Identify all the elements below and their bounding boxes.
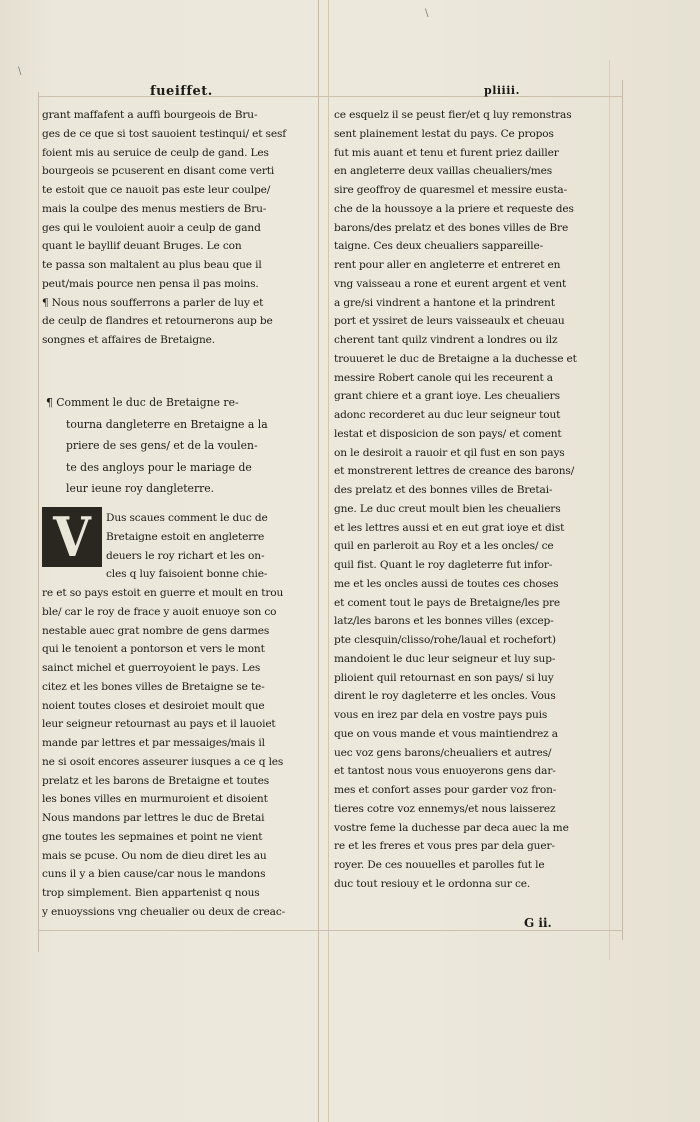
text-line: nestable auec grat nombre de gens darmes [42,624,270,637]
text-line: grant maffafent a auffi bourgeois de Bru- [42,109,258,121]
folio-number: pliiii. [484,84,520,97]
text-line: ges de ce que si tost sauoient testinqui/ et sesf [42,127,286,140]
heading-line: leur ieune roy dangleterre. [66,482,215,495]
text-line: quant le bayllif deuant Bruges. Le con [42,240,242,253]
text-line: mes et confort asses pour garder voz fron- [334,784,557,796]
text-line: vous en irez par dela en vostre pays puis [334,709,548,721]
text-line: Nous mandons par lettres le duc de Bretai [42,812,265,824]
gutter-rule-left [318,0,319,1122]
text-line: citez et les bones villes de Bretaigne se te- [42,680,265,693]
text-line: gne. Le duc creut moult bien les cheualiers [334,502,561,515]
text-line: trouueret le duc de Bretaigne a la duchesse et [334,352,577,365]
text-line: gne toutes les sepmaines et point ne vient [42,830,263,843]
text-line: ble/ car le roy de frace y auoit enuoye son co [42,605,277,618]
margin-mark: \ [18,66,22,77]
text-line: me et les oncles aussi de toutes ces choses [334,577,559,590]
text-line: latz/les barons et les bonnes villes (excep- [334,615,554,628]
text-line: vostre feme la duchesse par deca auec la me [334,821,569,834]
text-line: quil en parleroit au Roy et a les oncles/ ce [334,540,554,553]
text-line: Bretaigne estoit en angleterre [106,530,265,543]
text-line: taigne. Ces deux cheualiers sappareille- [334,240,544,253]
text-line: et tantost nous vous enuoyerons gens dar- [334,765,556,778]
text-line: les bones villes en murmuroient et disoient [42,793,268,806]
top-rule [38,96,623,97]
text-line: cles q luy faisoient bonne chie- [106,568,268,581]
text-line: et les lettres aussi et en eut grat ioye et dist [334,521,565,534]
text-line: fut mis auant et tenu et furent priez dailler [334,146,559,159]
text-line: sainct michel et guerroyoient le pays. Les [42,662,261,674]
initial-glyph: V [53,505,91,569]
text-line: des prelatz et des bonnes villes de Bretai- [334,484,553,496]
bottom-rule [38,930,623,931]
left-column-body [42,505,314,922]
text-line: che de la houssoye a la priere et requeste des [334,202,574,215]
text-line: te estoit que ce nauoit pas este leur coulpe/ [42,184,271,196]
text-line: trop simplement. Bien appartenist q nous [42,887,260,899]
chapter-heading [46,392,306,500]
text-line: vng vaisseau a rone et eurent argent et vent [334,277,567,290]
text-line: duc tout resiouy et le ordonna sur ce. [334,877,531,890]
text-line: peut/mais pource nen pensa il pas moins. [42,277,259,290]
text-line: lestat et disposicion de son pays/ et coment [334,427,562,440]
text-line: a gre/si vindrent a hantone et la prindrent [334,296,555,309]
text-line: port et yssiret de leurs vaisseaulx et cheuau [334,315,565,328]
heading-line: priere de ses gens/ et de la voulen- [66,439,258,452]
running-head-left: fueiffet. [150,84,213,99]
text-line: de ceulp de flandres et retournerons aup be [42,315,273,328]
text-line: et coment tout le pays de Bretaigne/les pre [334,596,561,609]
text-line: dirent le roy dagleterre et les oncles. Vous [334,690,556,703]
text-line: rent pour aller en angleterre et entreret en [334,259,561,271]
text-line: mandoient le duc leur seigneur et luy sup- [334,652,556,665]
text-line: leur seigneur retournast au pays et il lauoiet [42,718,276,731]
text-line: deuers le roy richart et les on- [106,549,265,562]
text-line: quil fist. Quant le roy dagleterre fut infor- [334,559,553,571]
left-column-top [42,106,314,350]
text-line: royer. De ces nouuelles et parolles fut le [334,859,545,871]
text-line: cuns il y a bien cause/car nous le mandons [42,868,266,881]
text-line: songnes et affaires de Bretaigne. [42,334,215,346]
text-line: ne si osoit encores asseurer iusques a ce q les [42,755,284,768]
text-line: adonc recorderet au duc leur seigneur tout [334,409,561,421]
text-line: messire Robert canole qui les receurent a [334,371,553,384]
text-line: mande par lettres et par messaiges/mais il [42,737,265,749]
text-line: sent plainement lestat du pays. Ce propos [334,127,554,140]
text-line: barons/des prelatz et des bones villes de Bre [334,221,569,234]
text-line: ¶ Nous nous soufferrons a parler de luy et [42,296,264,309]
text-line: plioient quil retournast en son pays/ si luy [334,671,554,684]
text-line: et monstrerent lettres de creance des barons/ [334,465,575,478]
text-line: Dus scaues comment le duc de [106,512,268,524]
text-line: sire geoffroy de quaresmel et messire eusta- [334,184,568,196]
text-line: re et les freres et vous pres par dela guer- [334,840,555,853]
text-line: tieres cotre voz ennemys/et nous laisserez [334,802,556,815]
text-line: foient mis au seruice de ceulp de gand. Les [42,146,269,159]
text-line: ges qui le vouloient auoir a ceulp de gand [42,221,261,234]
heading-line: ¶ Comment le duc de Bretaigne re- [46,396,239,409]
text-line: en angleterre deux vaillas cheualiers/mes [334,165,553,178]
text-line: grant chiere et a grant ioye. Les cheualiers [334,390,560,403]
margin-mark: \ [425,8,429,19]
text-line: pte clesquin/clisso/rohe/laual et rochefort) [334,634,556,646]
left-margin-rule [38,92,39,952]
text-line: cherent tant quilz vindrent a londres ou ilz [334,334,558,346]
text-line: te passa son maltalent au plus beau que il [42,259,262,271]
text-line: mais la coulpe des menus mestiers de Bru- [42,202,267,215]
text-line: uec voz gens barons/cheualiers et autres/ [334,746,552,759]
gutter-rule-right [328,0,329,1122]
heading-line: te des angloys pour le mariage de [66,460,252,474]
text-line: que on vous mande et vous maintiendrez a [334,727,558,740]
right-margin-rule [622,80,623,940]
text-line: mais se pcuse. Ou nom de dieu diret les au [42,849,267,862]
text-line: prelatz et les barons de Bretaigne et toutes [42,774,270,787]
text-line: noient toutes closes et desiroiet moult que [42,699,265,712]
text-line: qui le tenoient a pontorson et vers le mont [42,643,265,656]
text-line: re et so pays estoit en guerre et moult en trou [42,587,284,599]
signature-mark: G ii. [524,916,552,930]
text-line: ce esquelz il se peust fier/et q luy remonstras [334,109,572,121]
text-line: y enuoyssions vng cheualier ou deux de creac- [42,905,286,918]
text-line: bourgeois se pcuserent en disant come verti [42,165,275,178]
heading-line: tourna dangleterre en Bretaigne a la [66,417,268,431]
text-line: on le desiroit a rauoir et qil fust en son pays [334,446,565,459]
right-column [334,106,618,894]
